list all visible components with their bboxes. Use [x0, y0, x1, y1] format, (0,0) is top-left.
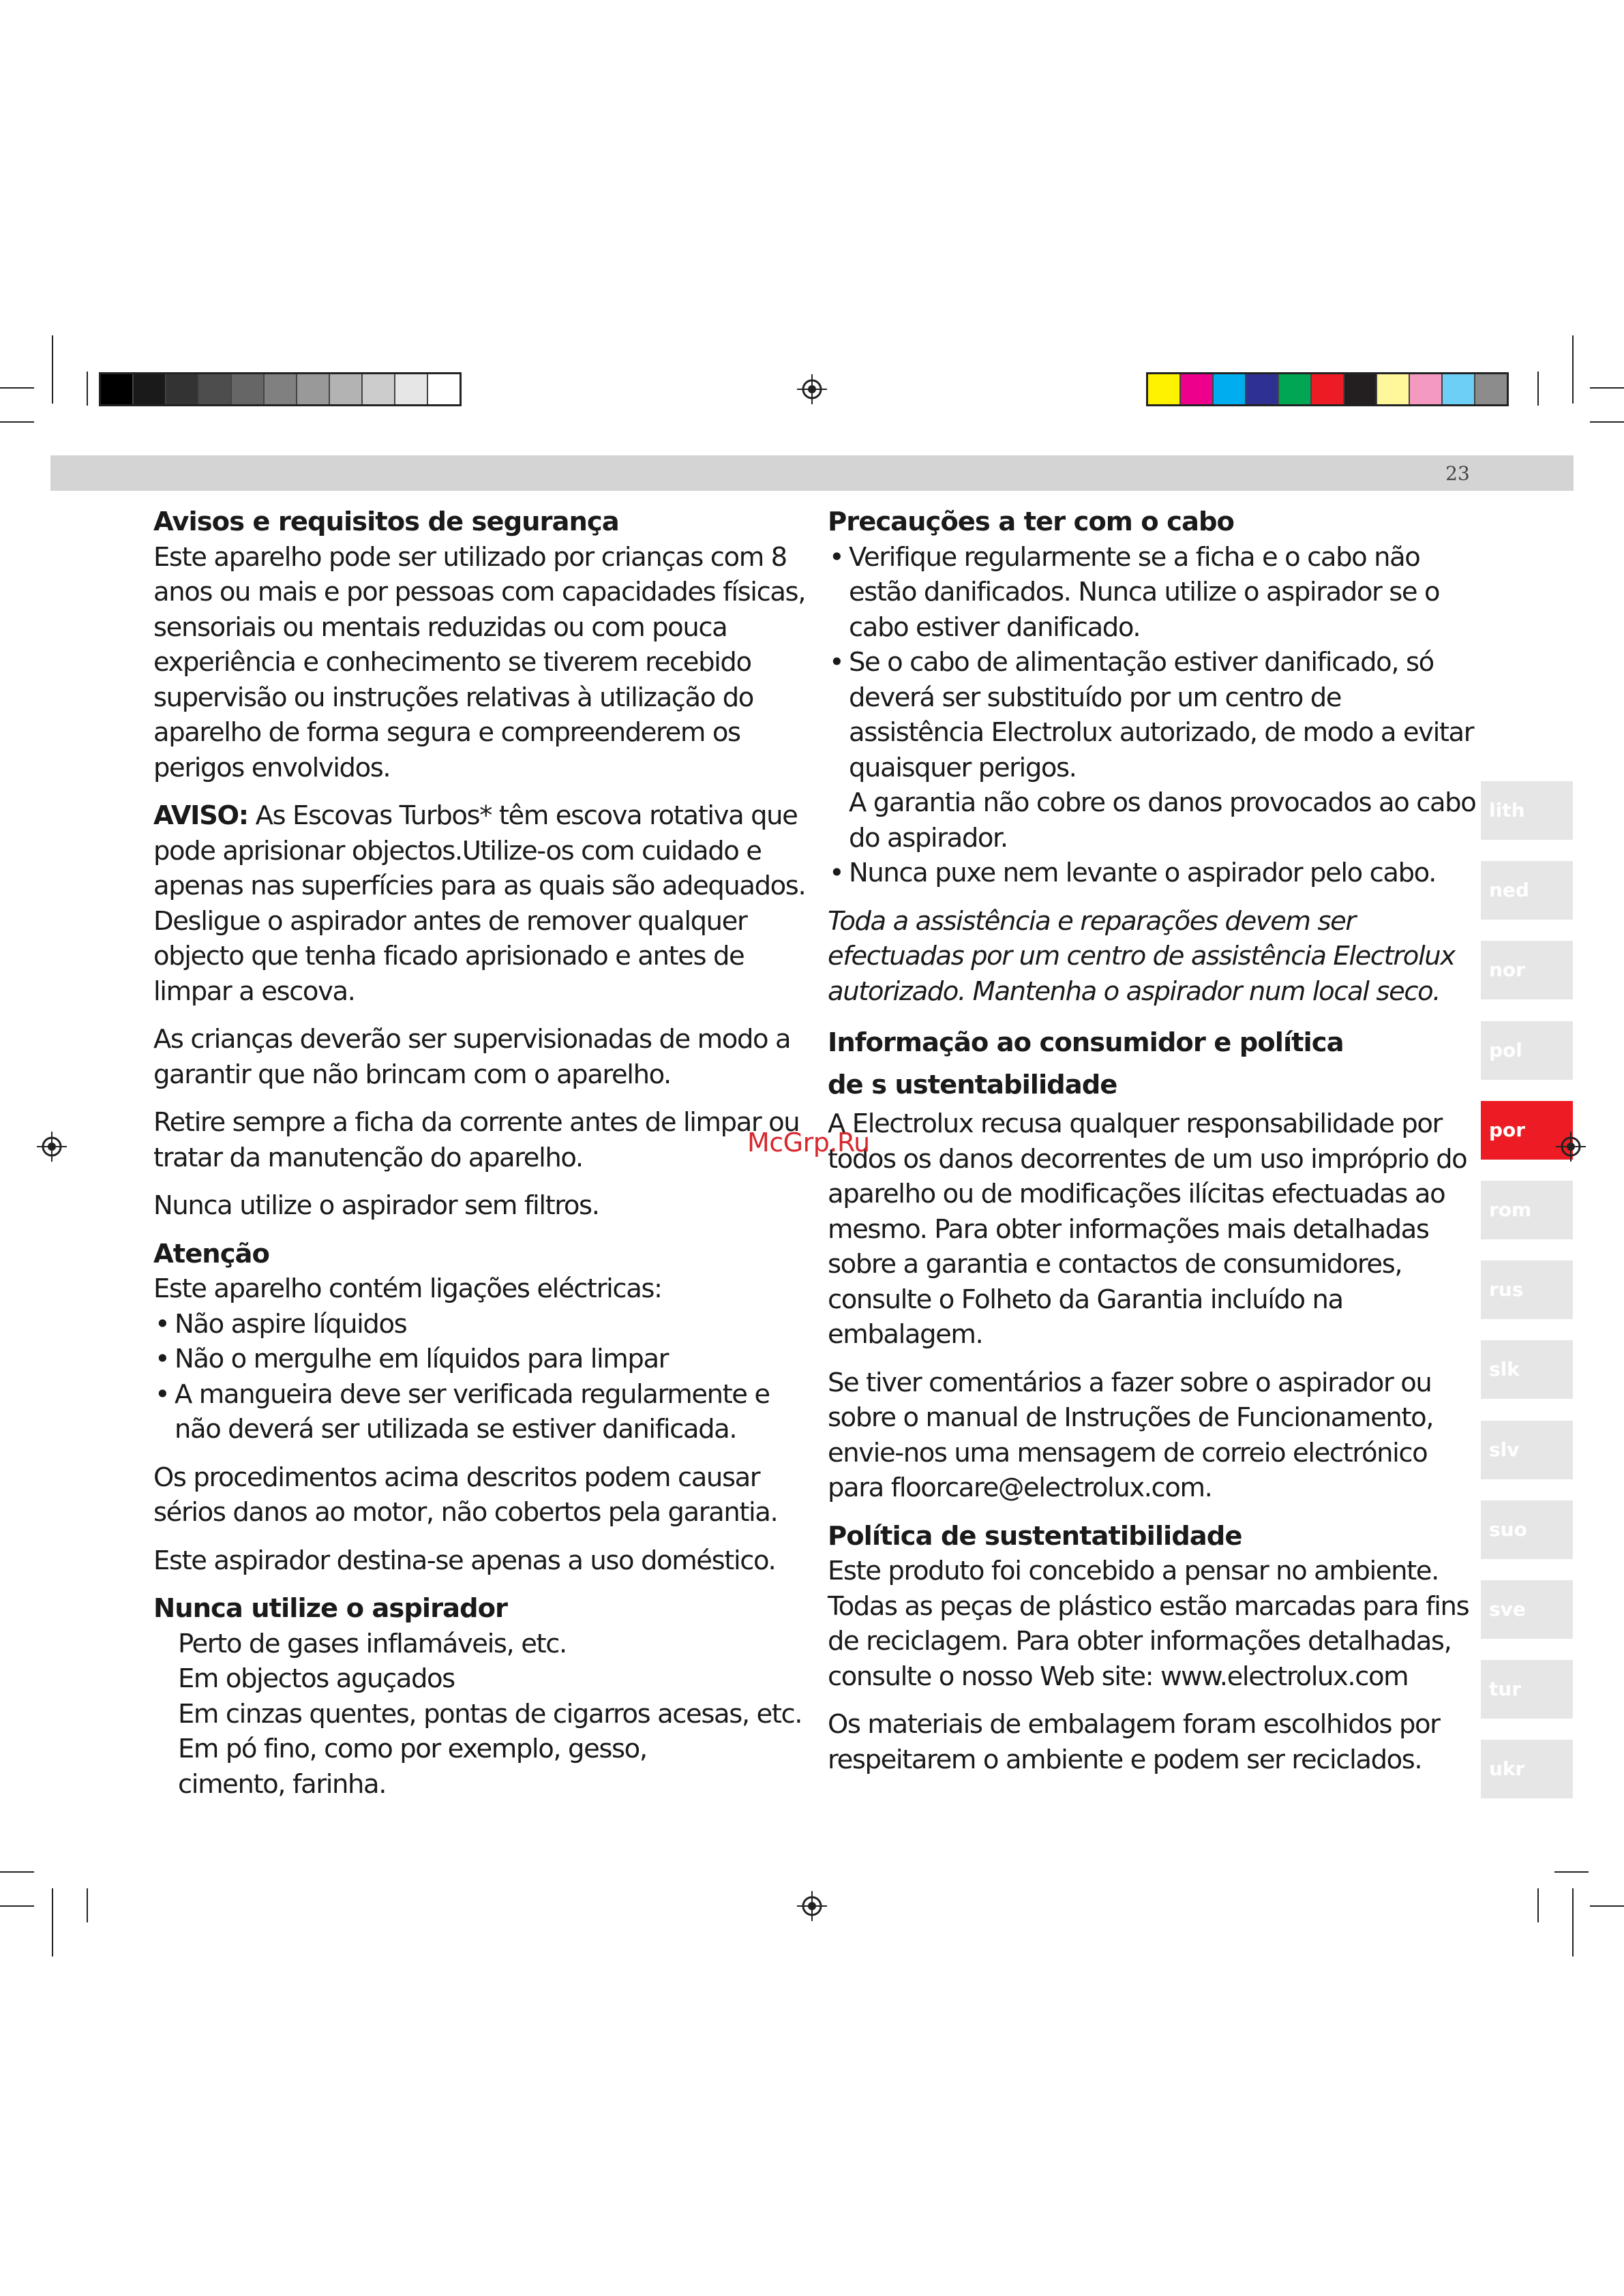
consumer-heading: Informação ao consumidor e política de s ustentabilidade [828, 1027, 1344, 1100]
domestic-paragraph: Este aspirador destina-se apenas a uso doméstico. [153, 1545, 776, 1576]
tab-por[interactable]: por [1481, 1101, 1573, 1160]
tab-slv[interactable]: slv [1481, 1421, 1573, 1479]
list-item: Em cinzas quentes, pontas de cigarros acesas, etc. [178, 1698, 802, 1729]
registration-mark-icon [797, 374, 827, 404]
color-swatch [1148, 374, 1181, 404]
crop-mark [0, 387, 34, 389]
sustainability-heading: Política de sustentatibilidade [828, 1520, 1242, 1552]
list-item: Perto de gases inflamáveis, etc. [178, 1628, 567, 1659]
page-number: 23 [1445, 462, 1470, 485]
crop-mark [0, 421, 34, 423]
color-swatch [1214, 374, 1246, 404]
comments-paragraph: Se tiver comentários a fazer sobre o aspirador ou sobre o manual de Instruções de Funcionamento, envie-nos uma mensagem de correio electrónico para floorcare@electrolux.com. [828, 1367, 1434, 1503]
registration-mark-icon [1556, 1132, 1586, 1162]
list-item: • Verifique regularmente se a ficha e o cabo não estão danificados. Nunca utilize o aspirador se o cabo estiver danificado. [828, 540, 1479, 646]
crop-mark [1590, 421, 1624, 423]
crop-mark [1537, 1888, 1539, 1922]
color-swatch [1312, 374, 1344, 404]
crop-mark [1554, 1871, 1589, 1873]
cable-warranty-note: A garantia não cobre os danos provocados ao cabo do aspirador. [849, 787, 1476, 854]
color-swatch [232, 374, 265, 404]
attention-list [153, 1307, 808, 1447]
crop-mark [87, 372, 88, 406]
list-item [828, 645, 1479, 856]
list-item: cimento, farinha. [178, 1768, 387, 1800]
unplug-paragraph: Retire sempre a ficha da corrente antes de limpar ou tratar da manutenção do aparelho. [153, 1107, 800, 1173]
color-swatch [1181, 374, 1214, 404]
color-swatch [1475, 374, 1507, 404]
color-swatch [395, 374, 428, 404]
color-swatch [1279, 374, 1312, 404]
cable-heading: Precauções a ter com o cabo [828, 507, 1234, 537]
list-item: • Nunca puxe nem levante o aspirador pelo cabo. [828, 856, 1479, 891]
color-swatch [1246, 374, 1279, 404]
procedures-paragraph: Os procedimentos acima descritos podem causar sérios danos ao motor, não cobertos pela garantia. [153, 1462, 778, 1528]
color-swatch [1344, 374, 1377, 404]
list-item: • Não o mergulhe em líquidos para limpar [153, 1342, 808, 1377]
safety-paragraph: Este aparelho pode ser utilizado por crianças com 8 anos ou mais e por pessoas com capacidades físicas, sensoriais ou mentais reduzidas ou com pouca experiência e conhecimento se tiverem recebido supervisão ou instruções relativas à utilização do aparelho de forma segura e compreenderem os perigos envolvidos. [153, 541, 806, 783]
color-swatch [1410, 374, 1443, 404]
crop-mark [87, 1888, 88, 1922]
attention-heading: Atenção [153, 1238, 269, 1269]
right-column [828, 504, 1479, 1790]
crop-mark [1572, 335, 1574, 404]
children-paragraph: As crianças deverão ser supervisionadas de modo a garantir que não brincam com o aparelho. [153, 1024, 791, 1090]
crop-mark [1590, 387, 1624, 389]
tab-ukr[interactable]: ukr [1481, 1740, 1573, 1798]
color-swatch [134, 374, 166, 404]
crop-mark [1590, 1905, 1624, 1907]
list-item: • A mangueira deve ser verificada regularmente e não deverá ser utilizada se estiver danificada. [153, 1377, 808, 1447]
service-note: Toda a assistência e reparações devem ser efectuadas por um centro de assistência Electrolux autorizado. Mantenha o aspirador num local seco. [828, 905, 1455, 1007]
crop-mark [52, 1888, 53, 1957]
registration-mark-icon [37, 1132, 67, 1162]
list-item: Em pó fino, como por exemplo, gesso, [178, 1734, 647, 1764]
color-swatch [428, 374, 460, 404]
color-swatch [199, 374, 232, 404]
never-use-list [153, 1627, 808, 1802]
tab-nor[interactable]: nor [1481, 941, 1573, 999]
color-swatch-bar [1146, 372, 1509, 406]
filters-paragraph: Nunca utilize o aspirador sem filtros. [153, 1190, 599, 1221]
attention-intro: Este aparelho contém ligações eléctricas: [153, 1273, 662, 1304]
cable-list [828, 540, 1479, 891]
crop-mark [0, 1871, 34, 1873]
crop-mark [1537, 372, 1539, 406]
packaging-paragraph: Os materiais de embalagem foram escolhidos por respeitarem o ambiente e podem ser reciclados. [828, 1709, 1440, 1775]
left-column [153, 504, 808, 1802]
watermark: McGrp.Ru [747, 1128, 870, 1158]
warning-paragraph [153, 798, 808, 1009]
color-swatch [297, 374, 330, 404]
color-swatch [1443, 374, 1475, 404]
color-swatch [265, 374, 297, 404]
warning-text: As Escovas Turbos* têm escova rotativa que pode aprisionar objectos.Utilize-os com cuidado e apenas nas superfícies para as quais são adequados. Desligue o aspirador antes de remover qualquer objecto que tenha ficado aprisionado e antes de limpar a escova. [153, 800, 806, 1007]
safety-heading: Avisos e requisitos de segurança [153, 507, 619, 537]
color-swatch [1377, 374, 1410, 404]
tab-tur[interactable]: tur [1481, 1660, 1573, 1719]
color-swatch [330, 374, 363, 404]
never-use-heading: Nunca utilize o aspirador [153, 1593, 508, 1624]
color-swatch [101, 374, 134, 404]
tab-suo[interactable]: suo [1481, 1500, 1573, 1559]
tab-slk[interactable]: slk [1481, 1340, 1573, 1399]
color-swatch [363, 374, 395, 404]
crop-mark [0, 1905, 34, 1907]
sustainability-paragraph: Este produto foi concebido a pensar no ambiente. Todas as peças de plástico estão marcadas para fins de reciclagem. Para obter informações detalhadas, consulte o nosso Web site: www.electrolux.com [828, 1556, 1469, 1692]
registration-mark-icon [797, 1891, 827, 1921]
tab-ned[interactable]: ned [1481, 861, 1573, 920]
consumer-paragraph: A Electrolux recusa qualquer responsabilidade por todos os danos decorrentes de um uso impróprio do aparelho ou de modificações ilícitas efectuadas ao mesmo. Para obter informações mais detalhadas sobre a garantia e contactos de consumidores, consulte o Folheto da Garantia incluído na embalagem. [828, 1108, 1467, 1350]
tab-lith[interactable]: lith [1481, 781, 1573, 840]
header-band [50, 455, 1574, 491]
crop-mark [1572, 1888, 1574, 1957]
tab-rus[interactable]: rus [1481, 1260, 1573, 1319]
list-item: • Não aspire líquidos [153, 1307, 808, 1342]
warning-label: AVISO: [153, 800, 248, 831]
color-swatch [166, 374, 199, 404]
list-item-text: Se o cabo de alimentação estiver danificado, só deverá ser substituído por um centro de assistência Electrolux autorizado, de modo a evitar quaisquer perigos. [849, 647, 1474, 783]
tab-pol[interactable]: pol [1481, 1021, 1573, 1080]
grayscale-swatch-bar [99, 372, 462, 406]
crop-mark [52, 335, 53, 404]
tab-sve[interactable]: sve [1481, 1580, 1573, 1639]
list-item: Em objectos aguçados [178, 1663, 455, 1694]
tab-rom[interactable]: rom [1481, 1181, 1573, 1239]
